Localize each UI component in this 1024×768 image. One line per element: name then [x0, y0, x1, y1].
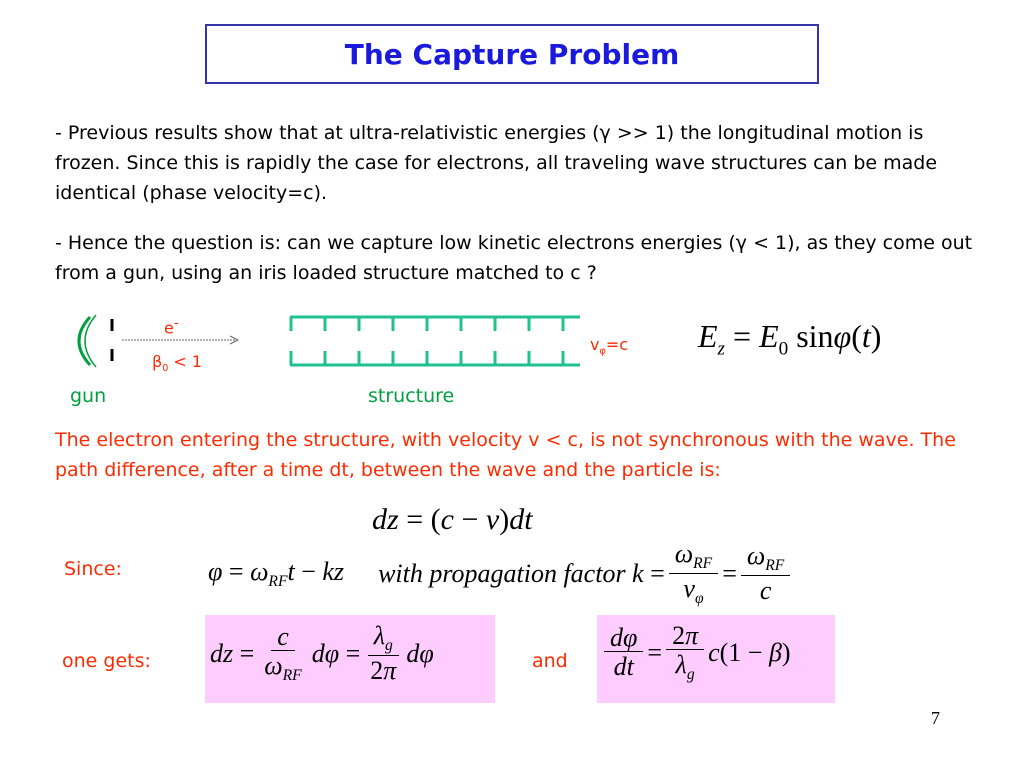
phase-velocity-label: $v_\varphi=c$	[590, 335, 629, 358]
gun-structure-diagram	[60, 305, 660, 385]
one-gets-label: one gets:	[62, 650, 151, 672]
paragraph-synchronism: The electron entering the structure, with velocity v < c, is not synchronous with the wave. The path difference, after a time dt, between the wave and the particle is:	[55, 429, 956, 481]
iris-structure	[290, 317, 580, 365]
path-difference-equation: dz = (c − v)dt	[372, 503, 533, 536]
field-equation: $E_z = E_0$ sinφ(t)	[698, 318, 882, 360]
since-label: Since:	[64, 558, 122, 580]
electron-label: e-	[164, 316, 179, 338]
title-box	[205, 24, 819, 84]
dphi-result-equation: $\frac{d\varphi}{dt}$ = $\frac{2\pi}{\lambda_g}$ c(1 − β)	[600, 622, 791, 684]
paragraph-question: - Hence the question is: can we capture low kinetic electrons energies (γ < 1), as they come out from a gun, using an iris loaded structure matched to c ?	[55, 232, 973, 284]
beta-label: $\beta_0 < 1$	[152, 352, 203, 375]
paragraph-previous-results: - Previous results show that at ultra-relativistic energies (γ >> 1) the longitudinal motion is frozen. Since this is rapidly the case for electrons, all traveling wave structures can be made identical (phase velocity=c).	[55, 122, 938, 204]
dz-result-equation: dz = $\frac{c}{\omega_{RF}}$ dφ = $\frac{\lambda_g}{2\pi}$ dφ	[210, 621, 434, 685]
page-number: 7	[931, 708, 940, 728]
and-label: and	[532, 650, 568, 672]
phase-equation: $\varphi = \omega_{RF}t$ − kz with propagation factor k = $\frac{\omega_{RF}}{v_\varphi}$ = $\frac{\omega_{RF}}{c}$	[208, 540, 794, 608]
structure-label: structure	[368, 385, 455, 407]
gun-label: gun	[70, 385, 107, 407]
slide-title: The Capture Problem	[344, 37, 680, 71]
